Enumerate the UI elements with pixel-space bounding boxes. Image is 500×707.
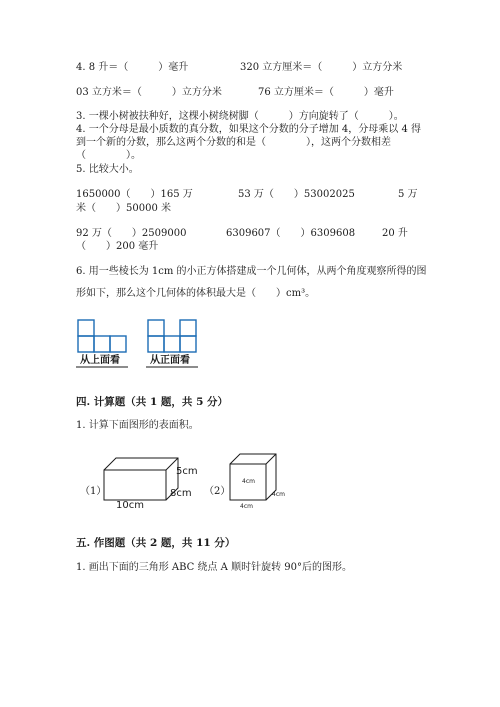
cuboid-width-label: 8cm xyxy=(170,488,192,499)
compare-4: 92 万（ ）2509000 xyxy=(76,228,187,239)
conversion-3: 03 立方米＝（ ）立方分米 xyxy=(76,87,222,98)
conversion-2: 320 立方厘米＝（ ）立方分米 xyxy=(240,62,403,73)
front-view-label: 从正面看 xyxy=(150,355,190,366)
cube-bottom-label: 4cm xyxy=(240,503,253,510)
compare-3-start: 5 万 xyxy=(398,189,418,200)
section-5-heading: 五. 作图题（共 2 题，共 11 分） xyxy=(76,537,236,549)
compare-3-end: 米（ ）50000 米 xyxy=(76,203,171,214)
cuboid-length-label: 10cm xyxy=(116,500,144,510)
cube-side-label: 4cm xyxy=(272,491,285,498)
cuboid-height-label: 5cm xyxy=(176,466,198,477)
figure-1-label: （1） xyxy=(80,486,107,497)
conversion-1: 4. 8 升＝（ ）毫升 xyxy=(76,62,189,73)
compare-6-end: （ ）200 毫升 xyxy=(76,241,159,252)
question-6-line2: 形如下，那么这个几何体的体积最大是（ ）cm³。 xyxy=(76,288,316,299)
section-4-question-1: 1. 计算下面图形的表面积。 xyxy=(76,420,199,431)
top-view-label: 从上面看 xyxy=(80,355,120,366)
cuboid-figure xyxy=(100,452,210,510)
compare-2: 53 万（ ）53002025 xyxy=(238,189,355,200)
compare-6-start: 20 升 xyxy=(382,228,408,239)
question-5-title: 5. 比较大小。 xyxy=(76,164,139,175)
top-view-figure xyxy=(78,320,126,352)
conversion-4: 76 立方厘米＝（ ）毫升 xyxy=(258,87,394,98)
figure-2-label: （2） xyxy=(204,486,231,497)
question-3: 3. 一棵小树被扶种好，这棵小树绕树脚（ ）方向旋转了（ ）。 xyxy=(76,111,404,122)
question-4-line2: 到一个新的分数，那么这两个分数的和是（ ），这两个分数相差 xyxy=(76,137,391,148)
question-6-line1: 6. 用一些棱长为 1cm 的小正方体搭建成一个几何体，从两个角度观察所得的图 xyxy=(76,266,427,277)
section-5-question-1: 1. 画出下面的三角形 ABC 绕点 A 顺时针旋转 90°后的图形。 xyxy=(76,562,352,573)
compare-1: 1650000（ ）165 万 xyxy=(76,189,193,200)
cube-face-label: 4cm xyxy=(242,478,255,485)
question-4-line1: 4. 一个分母是最小质数的真分数，如果这个分数的分子增加 4，分母乘以 4 得 xyxy=(76,124,421,135)
front-view-figure xyxy=(148,320,196,352)
section-4-heading: 四. 计算题（共 1 题，共 5 分） xyxy=(76,396,229,408)
cube-figure xyxy=(226,448,296,512)
compare-5: 6309607（ ）6309608 xyxy=(226,228,356,239)
view-figures xyxy=(76,318,226,370)
question-4-line3: （ ）。 xyxy=(76,150,141,161)
